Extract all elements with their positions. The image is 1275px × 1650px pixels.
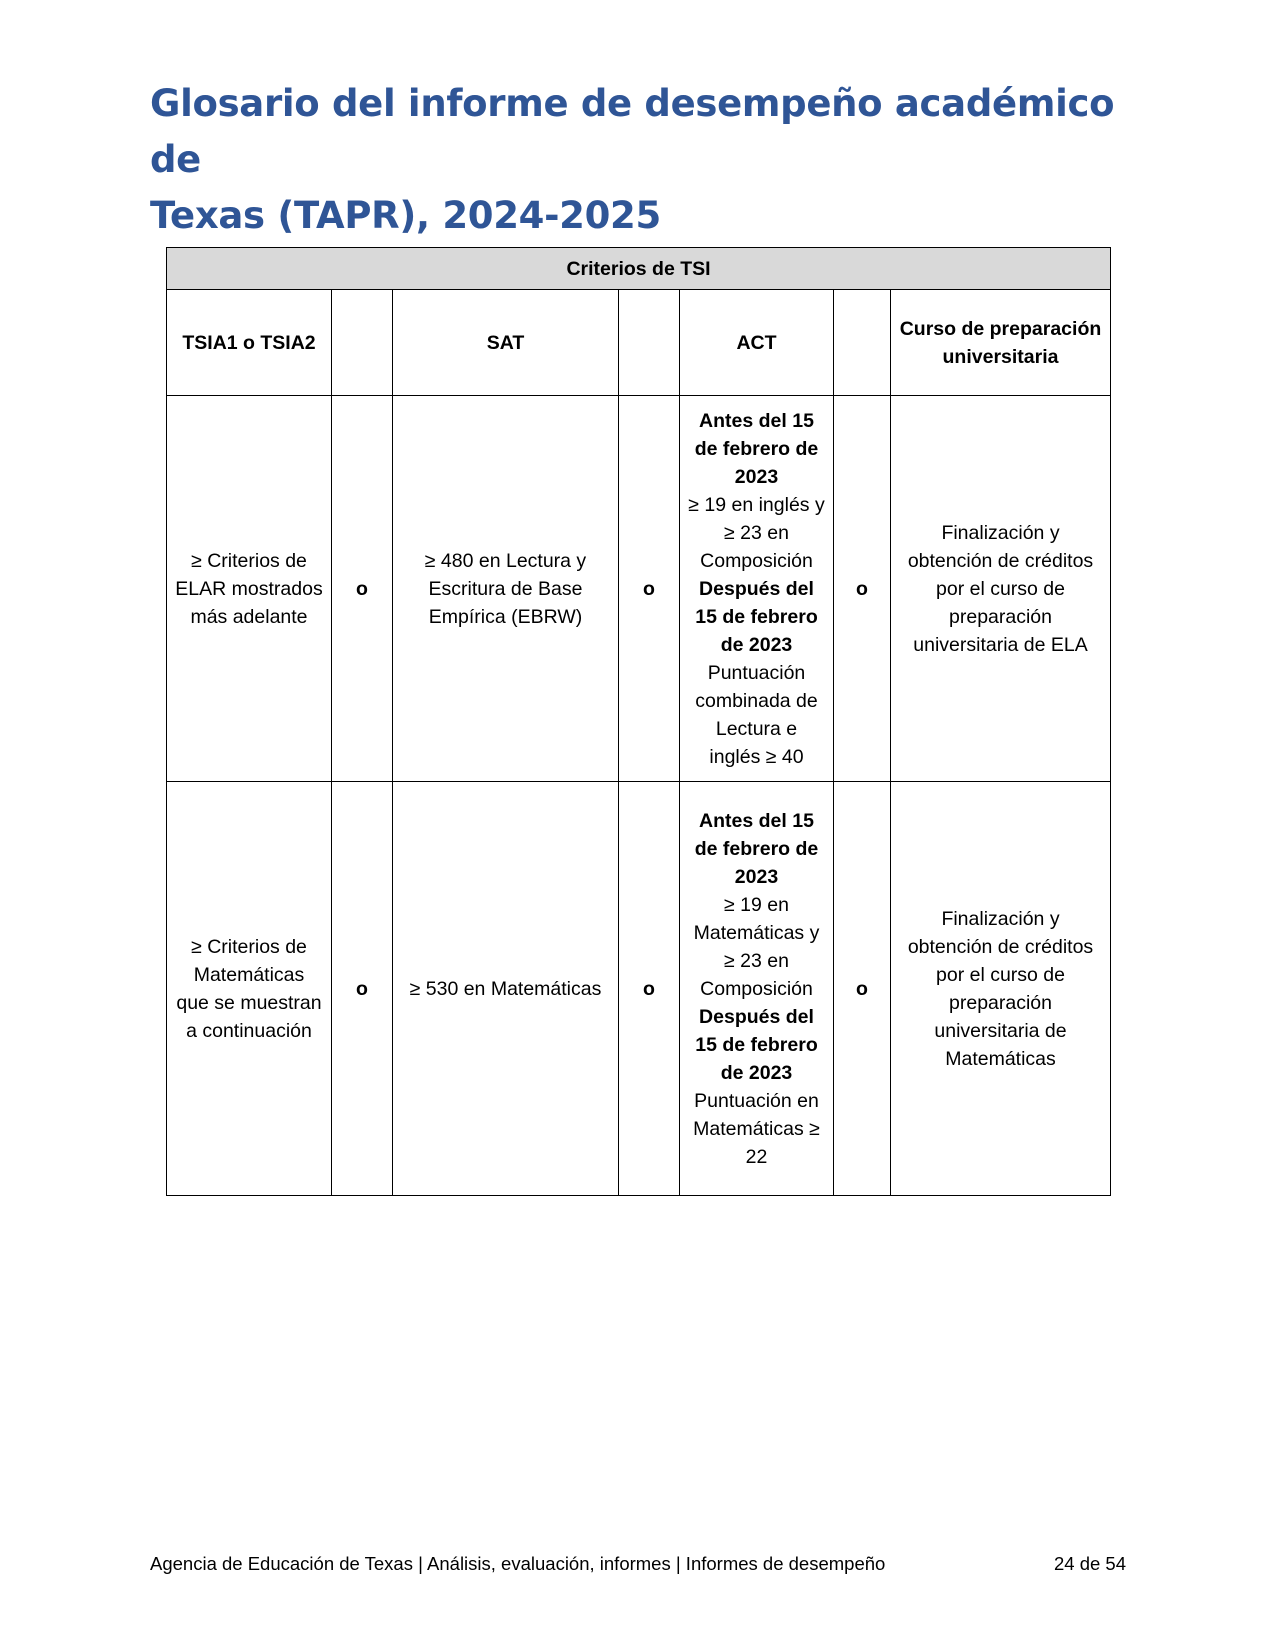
header-sat: SAT bbox=[393, 290, 619, 396]
act-after-text: Puntuación en Matemáticas ≥ 22 bbox=[693, 1089, 820, 1168]
tsia-cell: ≥ Criterios de ELAR mostrados más adelante bbox=[167, 396, 332, 782]
act-before-text: ≥ 19 en inglés y ≥ 23 en Composición bbox=[688, 493, 825, 572]
or-cell: o bbox=[332, 782, 393, 1196]
page-number: 24 de 54 bbox=[1053, 1553, 1126, 1574]
act-before-label: Antes del 15 de febrero de 2023 bbox=[694, 809, 819, 888]
act-before-label: Antes del 15 de febrero de 2023 bbox=[694, 409, 819, 488]
footer-text: Agencia de Educación de Texas | Análisis, evaluación, informes | Informes de desempeño bbox=[150, 1553, 886, 1574]
header-act: ACT bbox=[680, 290, 834, 396]
course-cell: Finalización y obtención de créditos por el curso de preparación universitaria de Matemáticas bbox=[891, 782, 1111, 1196]
or-cell: o bbox=[619, 782, 680, 1196]
act-before-text: ≥ 19 en Matemáticas y ≥ 23 en Composición bbox=[693, 893, 820, 1000]
header-empty-2 bbox=[619, 290, 680, 396]
course-cell: Finalización y obtención de créditos por el curso de preparación universitaria de ELA bbox=[891, 396, 1111, 782]
act-after-text: Puntuación combinada de Lectura e inglés ≥ 40 bbox=[695, 661, 818, 768]
sat-cell: ≥ 530 en Matemáticas bbox=[393, 782, 619, 1196]
page-title bbox=[150, 76, 1150, 244]
sat-cell: ≥ 480 en Lectura y Escritura de Base Empírica (EBRW) bbox=[393, 396, 619, 782]
header-empty-1 bbox=[332, 290, 393, 396]
or-cell: o bbox=[834, 396, 891, 782]
header-course: Curso de preparación universitaria bbox=[891, 290, 1111, 396]
or-cell: o bbox=[619, 396, 680, 782]
tsia-cell: ≥ Criterios de Matemáticas que se muestran a continuación bbox=[167, 782, 332, 1196]
table-row bbox=[167, 782, 1111, 1196]
table-caption: Criterios de TSI bbox=[167, 248, 1111, 290]
table-row bbox=[167, 396, 1111, 782]
header-tsia: TSIA1 o TSIA2 bbox=[167, 290, 332, 396]
or-cell: o bbox=[834, 782, 891, 1196]
act-cell bbox=[680, 396, 834, 782]
tsi-criteria-table bbox=[166, 247, 1111, 1196]
or-cell: o bbox=[332, 396, 393, 782]
act-after-label: Después del 15 de febrero de 2023 bbox=[695, 1005, 818, 1084]
header-empty-3 bbox=[834, 290, 891, 396]
title-line-2: Texas (TAPR), 2024-2025 bbox=[150, 194, 661, 237]
act-cell bbox=[680, 782, 834, 1196]
act-after-label: Después del 15 de febrero de 2023 bbox=[695, 577, 818, 656]
title-line-1: Glosario del informe de desempeño académico de bbox=[150, 82, 1115, 181]
